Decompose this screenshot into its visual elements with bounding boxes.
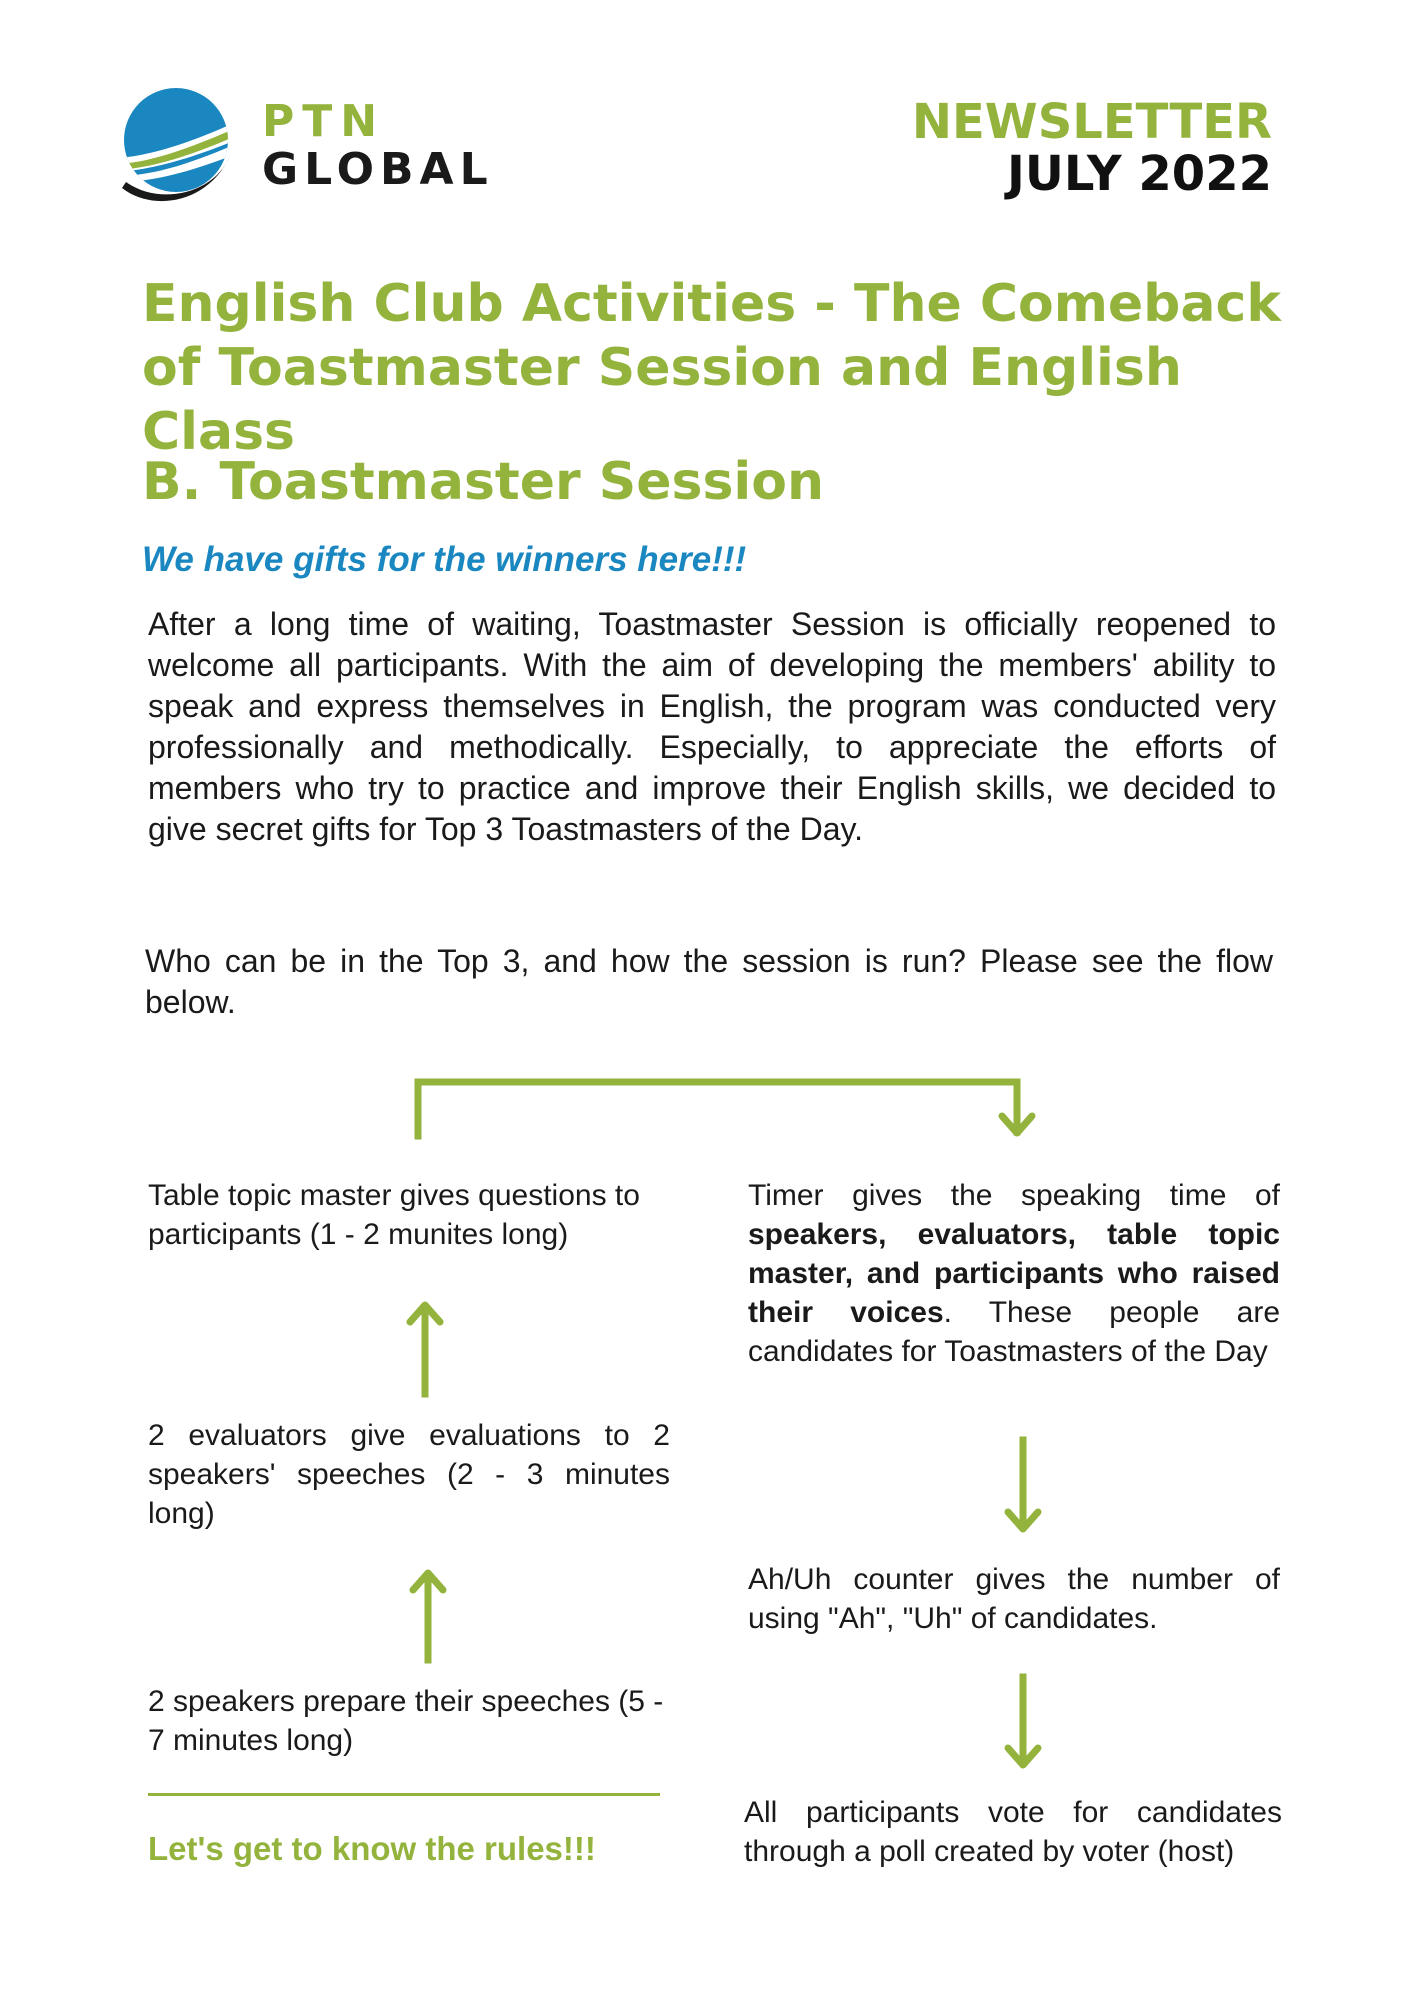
timer-prefix: Timer gives the speaking time of <box>748 1179 1280 1212</box>
brand-name-line2: GLOBAL <box>262 144 494 195</box>
rules-cta: Let's get to know the rules!!! <box>148 1830 596 1867</box>
brand-name-line1: PTN <box>262 96 386 147</box>
flow-step-table-topic-master: Table topic master gives questions to participants (1 - 2 munites long) <box>148 1179 640 1251</box>
section-title: B. Toastmaster Session <box>142 452 824 512</box>
flow-step-evaluators: 2 evaluators give evaluations to 2 speakers' speeches (2 - 3 minutes long) <box>148 1419 670 1530</box>
intro-paragraph: After a long time of waiting, Toastmaster Session is officially reopened to welcome all participants. With the aim of developing the members' ability to speak and express themselves in English, the program was conducted very professionally and methodically. Especially, to appreciate the efforts of members who try to practice and improve their English skills, we decided to give secret gifts for Top 3 Toastmasters of the Day. <box>148 606 1276 847</box>
issue-date: JULY 2022 <box>1006 146 1272 202</box>
bracket-connector <box>418 1082 1017 1136</box>
flow-step-speakers: 2 speakers prepare their speeches (5 - 7 minutes long) <box>148 1685 664 1757</box>
tagline: We have gifts for the winners here!!! <box>142 540 747 579</box>
flow-intro-paragraph: Who can be in the Top 3, and how the session is run? Please see the flow below. <box>145 943 1273 1020</box>
timer-roles: speakers, evaluators, table topic master, and participants who raised their voices <box>748 1218 1280 1329</box>
article-title: English Club Activities - The Comeback of Toastmaster Session and English Class <box>142 274 1281 462</box>
flow-step-ah-uh-counter: Ah/Uh counter gives the number of using "Ah", "Uh" of candidates. <box>748 1563 1280 1635</box>
divider <box>148 1793 660 1796</box>
newsletter-label: NEWSLETTER <box>911 94 1272 150</box>
timer-suffix: . These people are candidates for Toastmasters of the Day <box>748 1296 1280 1368</box>
flow-step-vote: All participants vote for candidates through a poll created by voter (host) <box>744 1796 1282 1868</box>
flow-step-timer <box>748 1176 1280 1371</box>
